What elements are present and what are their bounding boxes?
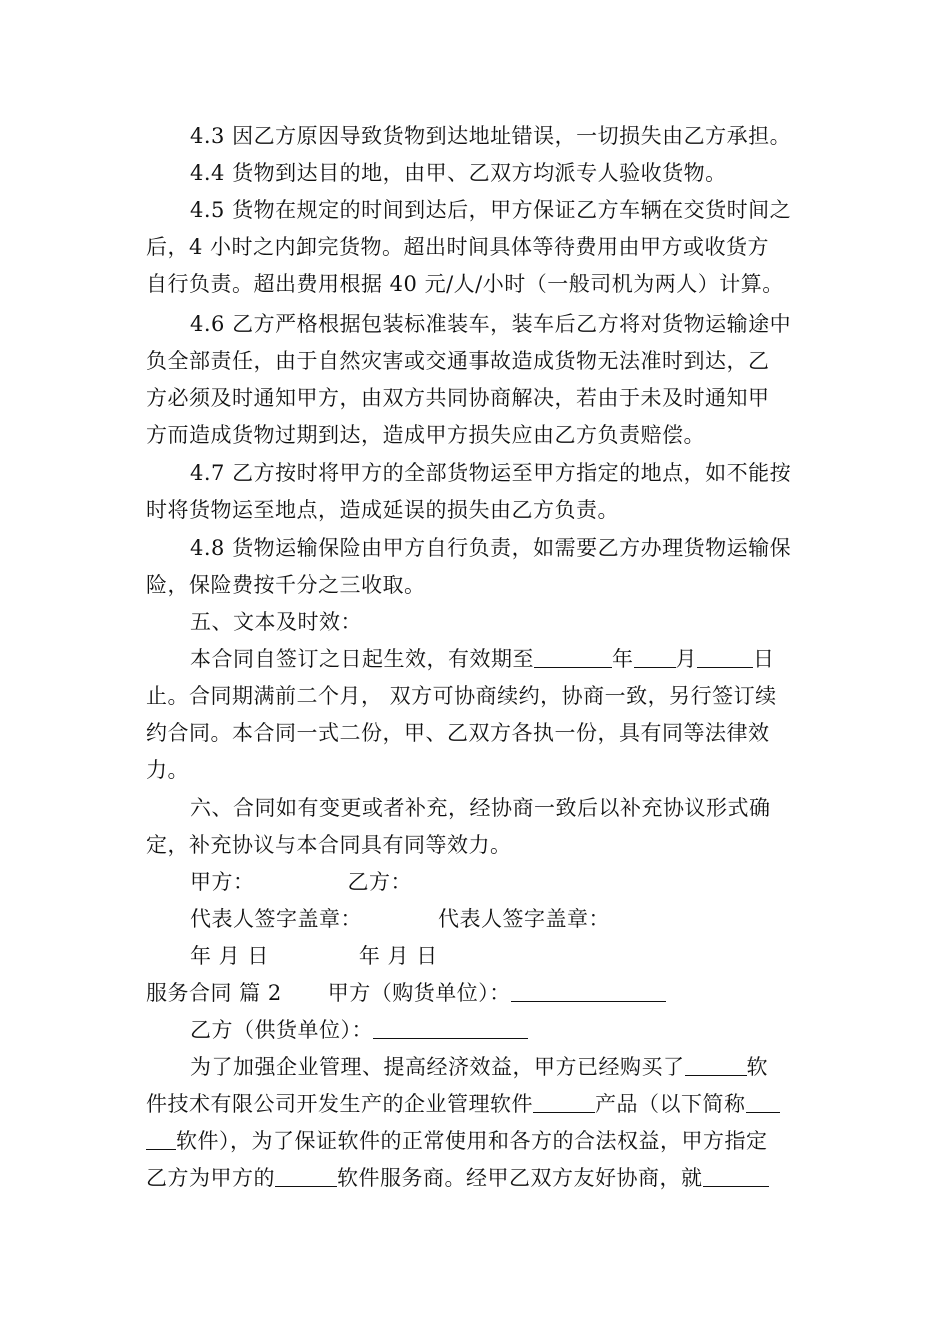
year-blank[interactable] (534, 645, 612, 668)
clause-text: 自行负责。超出费用根据 40 元/人/小时（一般司机为两人）计算。 (146, 272, 784, 296)
month-blank[interactable] (634, 645, 676, 668)
clause-4-8 (190, 530, 850, 566)
clause-4-7 (190, 455, 850, 491)
clause-text: 负全部责任，由于自然灾害或交通事故造成货物无法准时到达，乙 (146, 349, 770, 373)
clause-4-5 (190, 192, 850, 228)
section-5-heading (190, 604, 850, 640)
contract-2-header (146, 975, 806, 1011)
section-6 (190, 790, 850, 826)
preamble-line (190, 1049, 850, 1085)
party-line (190, 864, 850, 900)
clause-text: 4.3 因乙方原因导致货物到达地址错误，一切损失由乙方承担。 (190, 124, 792, 148)
clause-text: 止。合同期满前二个月， 双方可协商续约，协商一致，另行签订续 (146, 684, 777, 708)
clause-4-4 (190, 155, 850, 191)
clause-text: 4.4 货物到达目的地，由甲、乙双方均派专人验收货物。 (190, 161, 727, 185)
clause-4-5-cont (146, 266, 806, 302)
month-label: 月 (675, 647, 697, 671)
clause-4-8-cont (146, 567, 806, 603)
company-blank[interactable] (685, 1053, 747, 1076)
clause-text: 时将货物运至地点，造成延误的损失由乙方负责。 (146, 498, 619, 522)
party-b-label: 乙方： (347, 870, 412, 894)
clause-text: 软件服务商。经甲乙双方友好协商，就 (337, 1166, 703, 1190)
clause-text: 力。 (146, 758, 189, 782)
party-a-signature-label: 代表人签字盖章： (190, 907, 362, 931)
validity-cont (146, 715, 806, 751)
clause-text: 六、合同如有变更或者补充，经协商一致后以补充协议形式确 (190, 796, 771, 820)
clause-text: 约合同。本合同一式二份，甲、乙双方各执一份，具有同等法律效 (146, 721, 770, 745)
clause-text: 4.8 货物运输保险由甲方自行负责，如需要乙方办理货物运输保 (190, 536, 792, 560)
product-blank[interactable] (533, 1090, 595, 1113)
abbrev-blank-cont[interactable] (146, 1127, 176, 1150)
party-a-date: 年 月 日 (190, 944, 269, 968)
supplier-blank[interactable] (373, 1016, 528, 1039)
clause-text: 4.6 乙方严格根据包装标准装车，装车后乙方将对货物运输途中 (190, 312, 792, 336)
clause-text: 险，保险费按千分之三收取。 (146, 573, 426, 597)
clause-4-7-cont (146, 492, 806, 528)
preamble-cont (146, 1123, 806, 1159)
service-blank[interactable] (275, 1164, 337, 1187)
clause-text: 后，4 小时之内卸完货物。超出时间具体等待费用由甲方或收货方 (146, 235, 770, 259)
section-heading: 五、文本及时效： (190, 610, 362, 634)
day-blank[interactable] (697, 645, 753, 668)
year-label: 年 (612, 647, 634, 671)
clause-4-6 (190, 306, 850, 342)
clause-text: 软件），为了保证软件的正常使用和各方的合法权益，甲方指定 (176, 1129, 768, 1153)
clause-text: 件技术有限公司开发生产的企业管理软件 (146, 1092, 533, 1116)
buyer-label: 甲方（购货单位）： (327, 981, 511, 1005)
clause-4-6-cont (146, 380, 806, 416)
abbrev-blank[interactable] (746, 1090, 780, 1113)
clause-text: 4.7 乙方按时将甲方的全部货物运至甲方指定的地点，如不能按 (190, 461, 792, 485)
clause-text: 方必须及时通知甲方，由双方共同协商解决，若由于未及时通知甲 (146, 386, 770, 410)
validity-cont (146, 678, 806, 714)
section-6-cont (146, 827, 806, 863)
validity-line (190, 641, 850, 677)
party-a-label: 甲方： (190, 870, 255, 894)
clause-text: 定，补充协议与本合同具有同等效力。 (146, 833, 512, 857)
contract-title: 服务合同 篇 2 (146, 981, 282, 1005)
clause-text: 软 (746, 1055, 768, 1079)
day-label: 日 (753, 647, 775, 671)
subject-blank[interactable] (703, 1164, 769, 1187)
date-line (190, 938, 850, 974)
clause-text: 乙方为甲方的 (146, 1166, 275, 1190)
clause-4-6-cont (146, 343, 806, 379)
clause-text: 为了加强企业管理、提高经济效益，甲方已经购买了 (190, 1055, 685, 1079)
clause-4-5-cont (146, 229, 806, 265)
clause-text: 产品（以下简称 (595, 1092, 746, 1116)
party-b-signature-label: 代表人签字盖章： (438, 907, 610, 931)
validity-text: 本合同自签订之日起生效，有效期至 (190, 647, 534, 671)
supplier-line (190, 1012, 850, 1048)
preamble-cont (146, 1160, 806, 1196)
clause-text: 方而造成货物过期到达，造成甲方损失应由乙方负责赔偿。 (146, 423, 705, 447)
party-b-date: 年 月 日 (358, 944, 438, 968)
preamble-cont (146, 1086, 806, 1122)
supplier-label: 乙方（供货单位）： (190, 1018, 373, 1042)
signature-line (190, 901, 850, 937)
buyer-blank[interactable] (511, 979, 666, 1002)
clause-4-3 (190, 118, 850, 154)
validity-cont (146, 752, 806, 788)
clause-4-6-cont (146, 417, 806, 453)
clause-text: 4.5 货物在规定的时间到达后，甲方保证乙方车辆在交货时间之 (190, 198, 792, 222)
